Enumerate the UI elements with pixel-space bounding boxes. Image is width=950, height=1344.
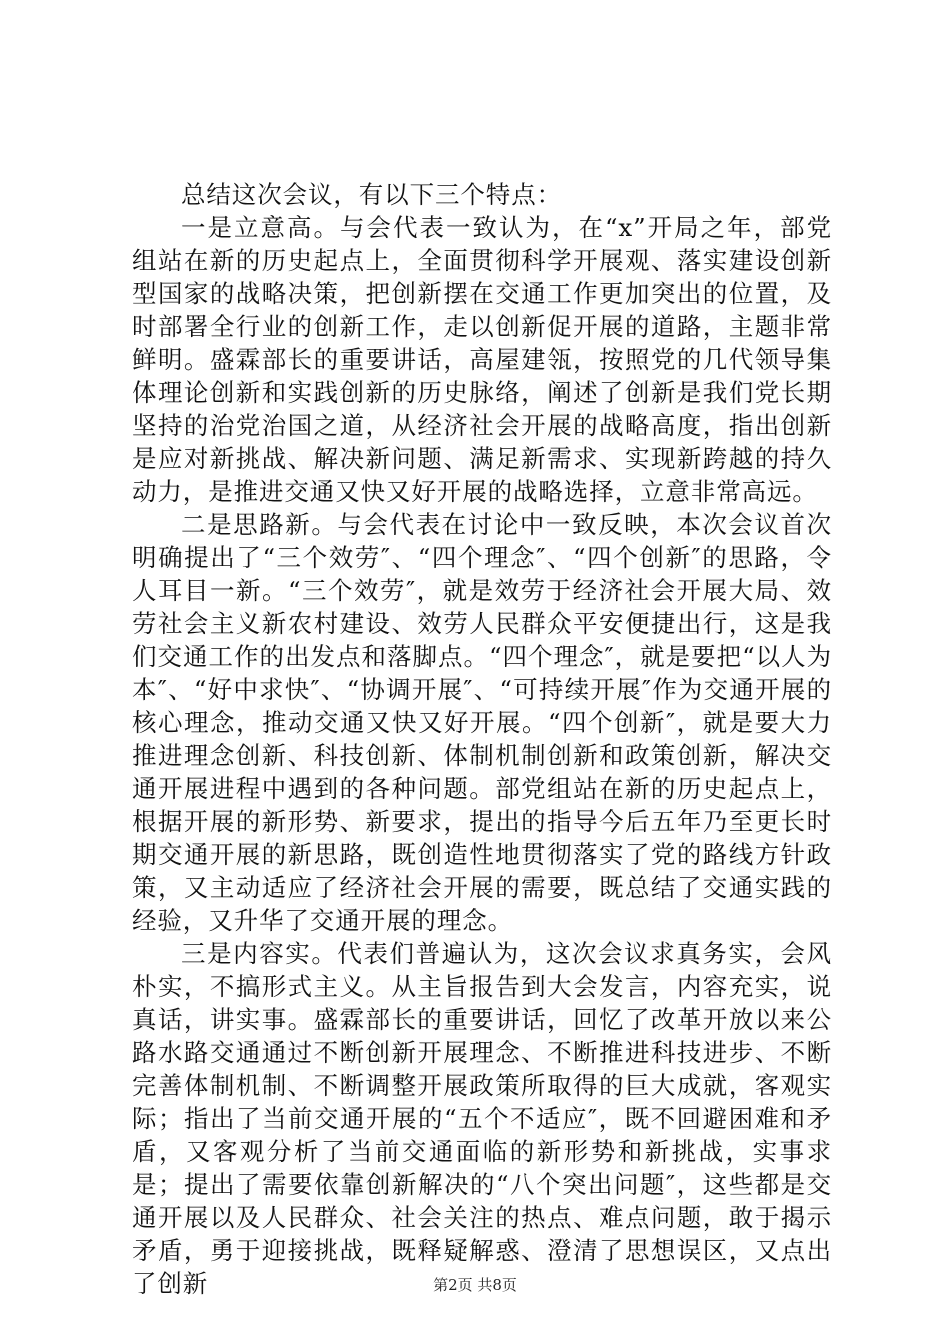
page-number-label: 第2页 共8页 xyxy=(433,1276,517,1294)
page-footer xyxy=(0,1275,950,1295)
paragraph-summary-intro: 总结这次会议，有以下三个特点： xyxy=(181,180,562,209)
paragraph-point-three: 三是内容实。代表们普遍认为，这次会议求真务实，会风朴实，不搞形式主义。从主旨报告到大会发言，内容充实，说真话，讲实事。盛霖部长的重要讲话，回忆了改革开放以来公路水路交通通过不断创新开展理念、不断推进科技进步、不断完善体制机制、不断调整开展政策所取得的巨大成就，客观实际；指出了当前交通开展的“五个不适应″，既不回避困难和矛盾，又客观分析了当前交通面临的新形势和新挑战，实事求是；提出了需要依靠创新解决的“八个突出问题″，这些都是交通开展以及人民群众、社会关注的热点、难点问题，敢于揭示矛盾，勇于迎接挑战，既释疑解惑、澄清了思想误区，又点出了创新 xyxy=(132,939,832,1298)
document-body xyxy=(132,178,832,1300)
paragraph-point-one: 一是立意高。与会代表一致认为，在“x”开局之年，部党组站在新的历史起点上，全面贯彻科学开展观、落实建设创新型国家的战略决策，把创新摆在交通工作更加突出的位置，及时部署全行业的创新工作，走以创新促开展的道路，主题非常鲜明。盛霖部长的重要讲话，高屋建瓴，按照党的几代领导集体理论创新和实践创新的历史脉络，阐述了创新是我们党长期坚持的治党治国之道，从经济社会开展的战略高度，指出创新是应对新挑战、解决新问题、满足新需求、实现新跨越的持久动力，是推进交通又快又好开展的战略选择，立意非常高远。 xyxy=(132,213,832,506)
paragraph-point-two: 二是思路新。与会代表在讨论中一致反映，本次会议首次明确提出了“三个效劳″、“四个理念″、“四个创新″的思路，令人耳目一新。“三个效劳″，就是效劳于经济社会开展大局、效劳社会主义新农村建设、效劳人民群众平安便捷出行，这是我们交通工作的出发点和落脚点。“四个理念″，就是要把“以人为本″、“好中求快″、“协调开展″、“可持续开展″作为交通开展的核心理念，推动交通又快又好开展。“四个创新″，就是要大力推进理念创新、科技创新、体制机制创新和政策创新，解决交通开展进程中遇到的各种问题。部党组站在新的历史起点上，根据开展的新形势、新要求，提出的指导今后五年乃至更长时期交通开展的新思路，既创造性地贯彻落实了党的路线方针政策，又主动适应了经济社会开展的需要，既总结了交通实践的经验，又升华了交通开展的理念。 xyxy=(132,510,832,935)
